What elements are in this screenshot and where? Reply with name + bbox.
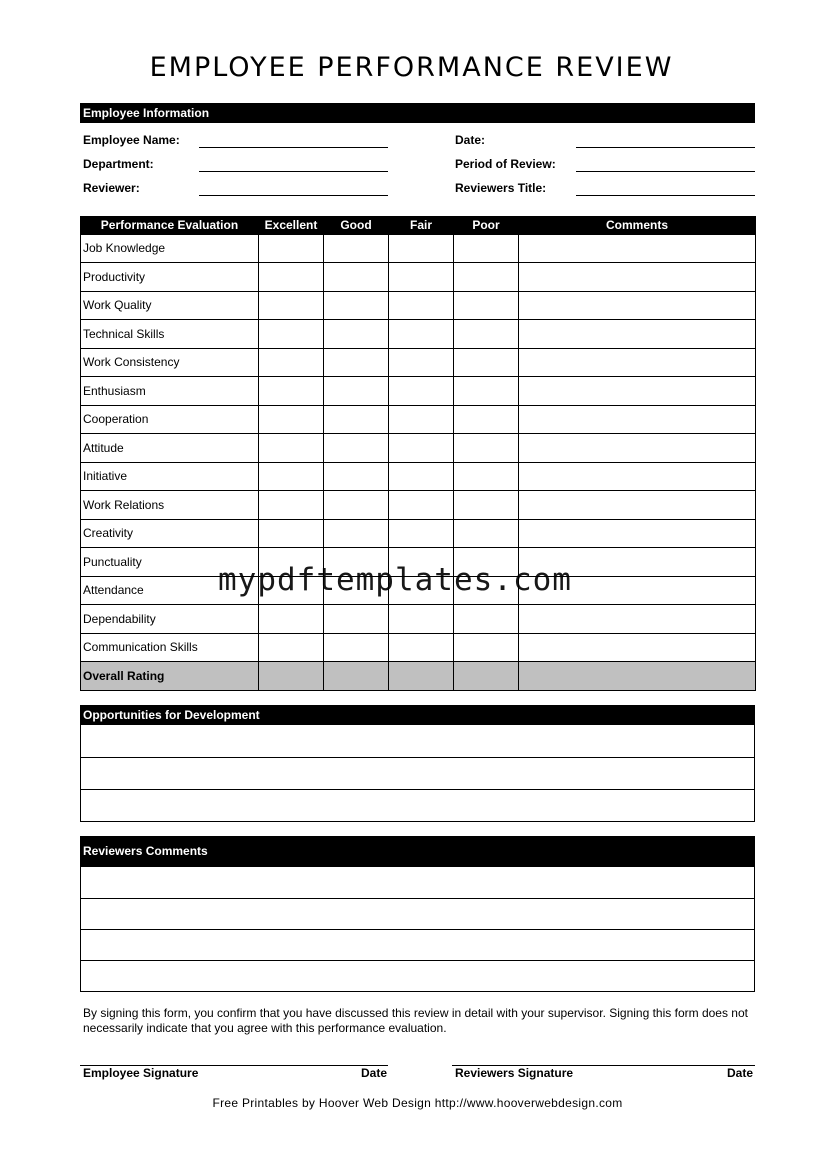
rating-cell-poor[interactable] bbox=[454, 405, 519, 434]
reviewer-comments-line[interactable] bbox=[81, 898, 754, 929]
comments-cell[interactable] bbox=[519, 377, 756, 406]
reviewers-title-label: Reviewers Title: bbox=[455, 181, 547, 195]
criterion-label: Communication Skills bbox=[81, 633, 259, 662]
rating-cell-fair[interactable] bbox=[389, 434, 454, 463]
rating-cell-poor[interactable] bbox=[454, 348, 519, 377]
rating-cell-poor[interactable] bbox=[454, 434, 519, 463]
rating-cell-excellent[interactable] bbox=[259, 434, 324, 463]
comments-cell[interactable] bbox=[519, 405, 756, 434]
rating-cell-poor[interactable] bbox=[454, 491, 519, 520]
reviewer-comments-box bbox=[80, 866, 755, 992]
criterion-label: Work Relations bbox=[81, 491, 259, 520]
comments-cell[interactable] bbox=[519, 291, 756, 320]
rating-cell-good[interactable] bbox=[324, 291, 389, 320]
employee-signature-label: Employee Signature bbox=[83, 1066, 199, 1080]
rating-cell-poor[interactable] bbox=[454, 519, 519, 548]
reviewer-comments-line[interactable] bbox=[81, 929, 754, 960]
table-row bbox=[81, 377, 756, 406]
development-line[interactable] bbox=[81, 789, 754, 820]
reviewer-field[interactable] bbox=[199, 195, 388, 196]
rating-cell-good[interactable] bbox=[324, 491, 389, 520]
column-header-good: Good bbox=[324, 216, 389, 234]
rating-cell-good[interactable] bbox=[324, 434, 389, 463]
watermark: mypdftemplates.com bbox=[218, 562, 572, 598]
rating-cell-excellent[interactable] bbox=[259, 348, 324, 377]
column-header-fair: Fair bbox=[389, 216, 454, 234]
table-row bbox=[81, 320, 756, 349]
development-box bbox=[80, 724, 755, 822]
table-header-row bbox=[81, 216, 756, 234]
comments-cell[interactable] bbox=[519, 234, 756, 263]
rating-cell-excellent[interactable] bbox=[259, 291, 324, 320]
reviewer-label: Reviewer: bbox=[83, 181, 140, 195]
rating-cell-good[interactable] bbox=[324, 348, 389, 377]
reviewer-date-label: Date bbox=[727, 1066, 754, 1080]
comments-cell[interactable] bbox=[519, 434, 756, 463]
criterion-label: Creativity bbox=[81, 519, 259, 548]
rating-cell-poor[interactable] bbox=[454, 263, 519, 292]
rating-cell-fair[interactable] bbox=[389, 662, 454, 691]
employee-info-header bbox=[80, 103, 755, 123]
criterion-label: Punctuality bbox=[81, 548, 259, 577]
rating-cell-good[interactable] bbox=[324, 662, 389, 691]
rating-cell-fair[interactable] bbox=[389, 462, 454, 491]
rating-cell-poor[interactable] bbox=[454, 320, 519, 349]
rating-cell-fair[interactable] bbox=[389, 633, 454, 662]
rating-cell-fair[interactable] bbox=[389, 348, 454, 377]
rating-cell-fair[interactable] bbox=[389, 234, 454, 263]
rating-cell-poor[interactable] bbox=[454, 462, 519, 491]
comments-cell[interactable] bbox=[519, 320, 756, 349]
rating-cell-excellent[interactable] bbox=[259, 405, 324, 434]
comments-cell[interactable] bbox=[519, 462, 756, 491]
criterion-label: Technical Skills bbox=[81, 320, 259, 349]
criterion-label: Work Quality bbox=[81, 291, 259, 320]
period-of-review-label: Period of Review: bbox=[455, 157, 556, 171]
rating-cell-excellent[interactable] bbox=[259, 662, 324, 691]
rating-cell-fair[interactable] bbox=[389, 263, 454, 292]
rating-cell-poor[interactable] bbox=[454, 234, 519, 263]
comments-cell[interactable] bbox=[519, 633, 756, 662]
reviewer-comments-line[interactable] bbox=[81, 960, 754, 990]
criterion-label: Work Consistency bbox=[81, 348, 259, 377]
rating-cell-fair[interactable] bbox=[389, 377, 454, 406]
development-line[interactable] bbox=[81, 757, 754, 789]
employee-date-label: Date bbox=[361, 1066, 388, 1080]
criterion-label: Attendance bbox=[81, 576, 259, 605]
rating-cell-fair[interactable] bbox=[389, 320, 454, 349]
criterion-label: Cooperation bbox=[81, 405, 259, 434]
comments-cell[interactable] bbox=[519, 263, 756, 292]
rating-cell-excellent[interactable] bbox=[259, 263, 324, 292]
rating-cell-excellent[interactable] bbox=[259, 519, 324, 548]
criterion-label: Job Knowledge bbox=[81, 234, 259, 263]
reviewer-comments-line[interactable] bbox=[81, 867, 754, 898]
column-header-performance-evaluation: Performance Evaluation bbox=[81, 216, 259, 234]
reviewer-comments-header-label: Reviewers Comments bbox=[83, 844, 208, 858]
table-row bbox=[81, 434, 756, 463]
rating-cell-fair[interactable] bbox=[389, 491, 454, 520]
criterion-label: Dependability bbox=[81, 605, 259, 634]
table-row bbox=[81, 348, 756, 377]
rating-cell-poor[interactable] bbox=[454, 377, 519, 406]
rating-cell-good[interactable] bbox=[324, 320, 389, 349]
rating-cell-fair[interactable] bbox=[389, 519, 454, 548]
table-row bbox=[81, 491, 756, 520]
rating-cell-excellent[interactable] bbox=[259, 320, 324, 349]
rating-cell-excellent[interactable] bbox=[259, 605, 324, 634]
rating-cell-excellent[interactable] bbox=[259, 377, 324, 406]
development-header-label: Opportunities for Development bbox=[83, 708, 260, 722]
table-row bbox=[81, 519, 756, 548]
overall-rating-row bbox=[81, 662, 756, 691]
department-label: Department: bbox=[83, 157, 154, 171]
table-row bbox=[81, 291, 756, 320]
comments-cell[interactable] bbox=[519, 348, 756, 377]
rating-cell-excellent[interactable] bbox=[259, 462, 324, 491]
rating-cell-poor[interactable] bbox=[454, 291, 519, 320]
column-header-comments: Comments bbox=[519, 216, 756, 234]
comments-cell[interactable] bbox=[519, 662, 756, 691]
comments-cell[interactable] bbox=[519, 519, 756, 548]
rating-cell-fair[interactable] bbox=[389, 405, 454, 434]
criterion-label: Overall Rating bbox=[81, 662, 259, 691]
rating-cell-good[interactable] bbox=[324, 405, 389, 434]
comments-cell[interactable] bbox=[519, 605, 756, 634]
rating-cell-good[interactable] bbox=[324, 605, 389, 634]
signature-disclaimer: By signing this form, you confirm that you have discussed this review in detail with your supervisor. Signing this form does not necessarily indicate that you agree with this performance evaluation. bbox=[83, 1006, 748, 1035]
date-field[interactable] bbox=[576, 147, 755, 148]
table-row bbox=[81, 263, 756, 292]
reviewers-title-field[interactable] bbox=[576, 195, 755, 196]
criterion-label: Attitude bbox=[81, 434, 259, 463]
rating-cell-good[interactable] bbox=[324, 263, 389, 292]
rating-cell-poor[interactable] bbox=[454, 605, 519, 634]
date-label: Date: bbox=[455, 133, 486, 147]
table-row bbox=[81, 633, 756, 662]
criterion-label: Enthusiasm bbox=[81, 377, 259, 406]
employee-name-label: Employee Name: bbox=[83, 133, 180, 147]
table-row bbox=[81, 462, 756, 491]
performance-evaluation-table bbox=[80, 216, 756, 691]
rating-cell-good[interactable] bbox=[324, 377, 389, 406]
rating-cell-fair[interactable] bbox=[389, 605, 454, 634]
reviewer-signature-label: Reviewers Signature bbox=[455, 1066, 574, 1080]
table-row bbox=[81, 234, 756, 263]
rating-cell-excellent[interactable] bbox=[259, 491, 324, 520]
employee-name-field[interactable] bbox=[199, 147, 388, 148]
column-header-poor: Poor bbox=[454, 216, 519, 234]
department-field[interactable] bbox=[199, 171, 388, 172]
rating-cell-good[interactable] bbox=[324, 234, 389, 263]
rating-cell-good[interactable] bbox=[324, 633, 389, 662]
development-line[interactable] bbox=[81, 725, 754, 757]
rating-cell-excellent[interactable] bbox=[259, 234, 324, 263]
rating-cell-fair[interactable] bbox=[389, 291, 454, 320]
rating-cell-good[interactable] bbox=[324, 519, 389, 548]
rating-cell-excellent[interactable] bbox=[259, 633, 324, 662]
criterion-label: Initiative bbox=[81, 462, 259, 491]
table-row bbox=[81, 605, 756, 634]
criterion-label: Productivity bbox=[81, 263, 259, 292]
rating-cell-good[interactable] bbox=[324, 462, 389, 491]
rating-cell-poor[interactable] bbox=[454, 633, 519, 662]
column-header-excellent: Excellent bbox=[259, 216, 324, 234]
period-of-review-field[interactable] bbox=[576, 171, 755, 172]
employee-info-header-label: Employee Information bbox=[83, 106, 210, 120]
comments-cell[interactable] bbox=[519, 491, 756, 520]
page-title: EMPLOYEE PERFORMANCE REVIEW bbox=[149, 52, 674, 83]
table-row bbox=[81, 405, 756, 434]
rating-cell-poor[interactable] bbox=[454, 662, 519, 691]
footer-credit: Free Printables by Hoover Web Design http://www.hooverwebdesign.com bbox=[212, 1096, 623, 1110]
development-header bbox=[80, 705, 755, 725]
reviewer-comments-header bbox=[80, 836, 755, 867]
